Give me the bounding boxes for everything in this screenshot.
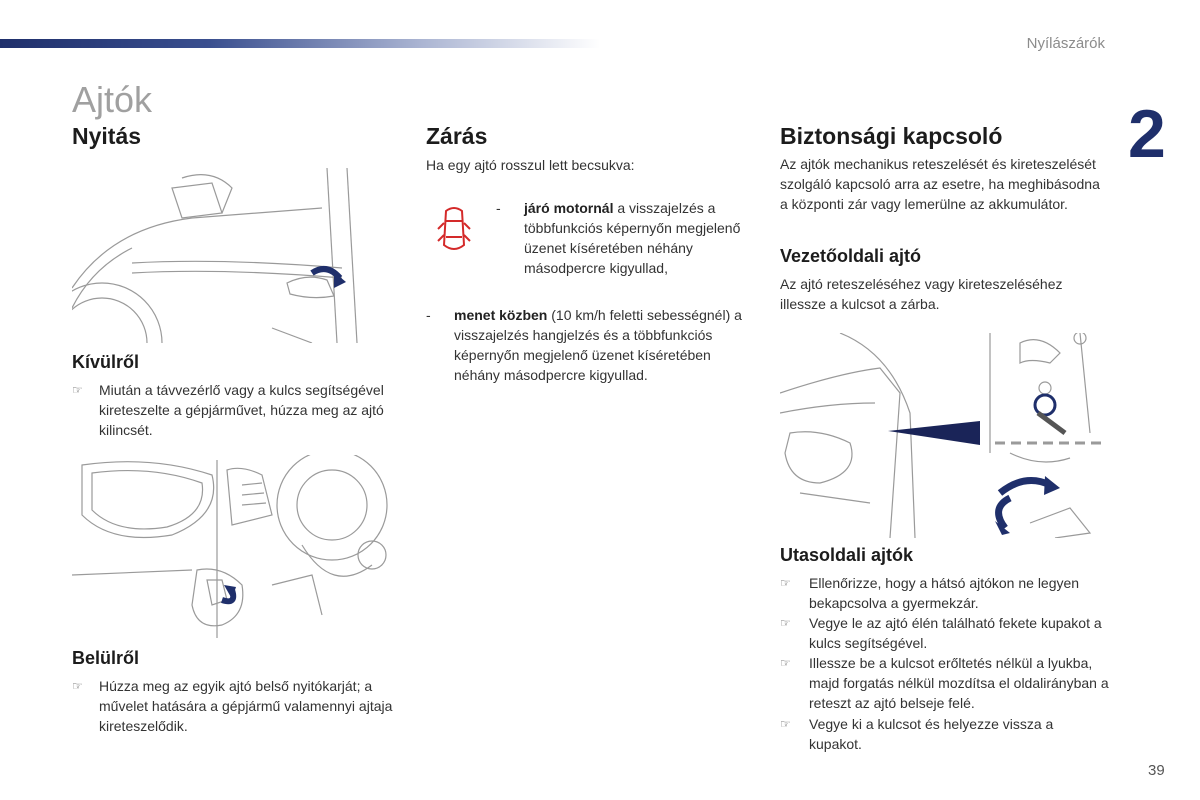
chapter-number: 2 <box>1128 96 1166 172</box>
illustration-interior-handle <box>72 455 397 638</box>
bullet-passenger-2: ☞ Vegye le az ajtó élén található fekete kupakot a kulcs segítségével. <box>780 615 1102 651</box>
heading-outside: Kívülről <box>72 352 140 372</box>
heading-closing: Zárás <box>426 123 488 149</box>
page-number: 39 <box>1148 762 1165 779</box>
bullet-passenger-4: ☞ Vegye ki a kulcsot és helyezze vissza a kupakot. <box>780 716 1054 752</box>
bullet-pointer-icon: ☞ <box>780 576 791 590</box>
illustration-door-lock <box>780 333 1105 538</box>
door-open-warning-icon <box>436 205 472 255</box>
heading-opening: Nyitás <box>72 123 142 149</box>
closing-intro: Ha egy ajtó rosszul lett becsukva: <box>426 157 635 173</box>
page-title: Ajtók <box>72 79 153 120</box>
bullet-inside: ☞ Húzza meg az egyik ajtó belső nyitókarját; a művelet hatására a gépjármű valamennyi ajtaja kireteszelődik. <box>72 678 393 734</box>
heading-driver-door: Vezetőoldali ajtó <box>780 246 922 266</box>
closing-item-driving: - menet közben (10 km/h feletti sebességnél) a visszajelzés hangjelzés és a többfunkciós képernyőn megjelenő üzenet kíséretében néhány másodpercre kigyullad. <box>426 307 742 383</box>
bullet-passenger-1: ☞ Ellenőrizze, hogy a hátsó ajtókon ne legyen bekapcsolva a gyermekzár. <box>780 575 1080 611</box>
closing-item-engine-running: - járó motornál a visszajelzés a többfunkciós képernyőn megjelenő üzenet kíséretében néhány másodpercre kigyullad, <box>496 200 741 276</box>
bullet-pointer-icon: ☞ <box>72 383 83 397</box>
header-gradient-bar <box>0 39 600 48</box>
bullet-passenger-3: ☞ Illessze be a kulcsot erőltetés nélkül a lyukba, majd forgatás nélkül mozdítsa el oldalirányban a reteszt az ajtó belseje felé. <box>780 655 1109 711</box>
heading-safety-switch: Biztonsági kapcsoló <box>780 123 1003 149</box>
heading-inside: Belülről <box>72 648 140 668</box>
bullet-outside: ☞ Miután a távvezérlő vagy a kulcs segítségével kireteszelte a gépjárművet, húzza meg az ajtó kilincsét. <box>72 382 384 438</box>
safety-switch-intro: Az ajtók mechanikus reteszelését és kireteszelését szolgáló kapcsoló arra az esetre, ha meghibásodna a központi zár vagy lemerülne az akkumulátor. <box>780 156 1100 212</box>
heading-passenger-doors: Utasoldali ajtók <box>780 545 914 565</box>
bullet-pointer-icon: ☞ <box>72 679 83 693</box>
section-name: Nyílászárók <box>1026 35 1105 52</box>
bullet-pointer-icon: ☞ <box>780 717 791 731</box>
illustration-exterior-handle <box>72 168 397 343</box>
driver-door-text: Az ajtó reteszeléséhez vagy kireteszeléséhez illessze a kulcsot a zárba. <box>780 276 1063 312</box>
bullet-pointer-icon: ☞ <box>780 616 791 630</box>
bullet-pointer-icon: ☞ <box>780 656 791 670</box>
